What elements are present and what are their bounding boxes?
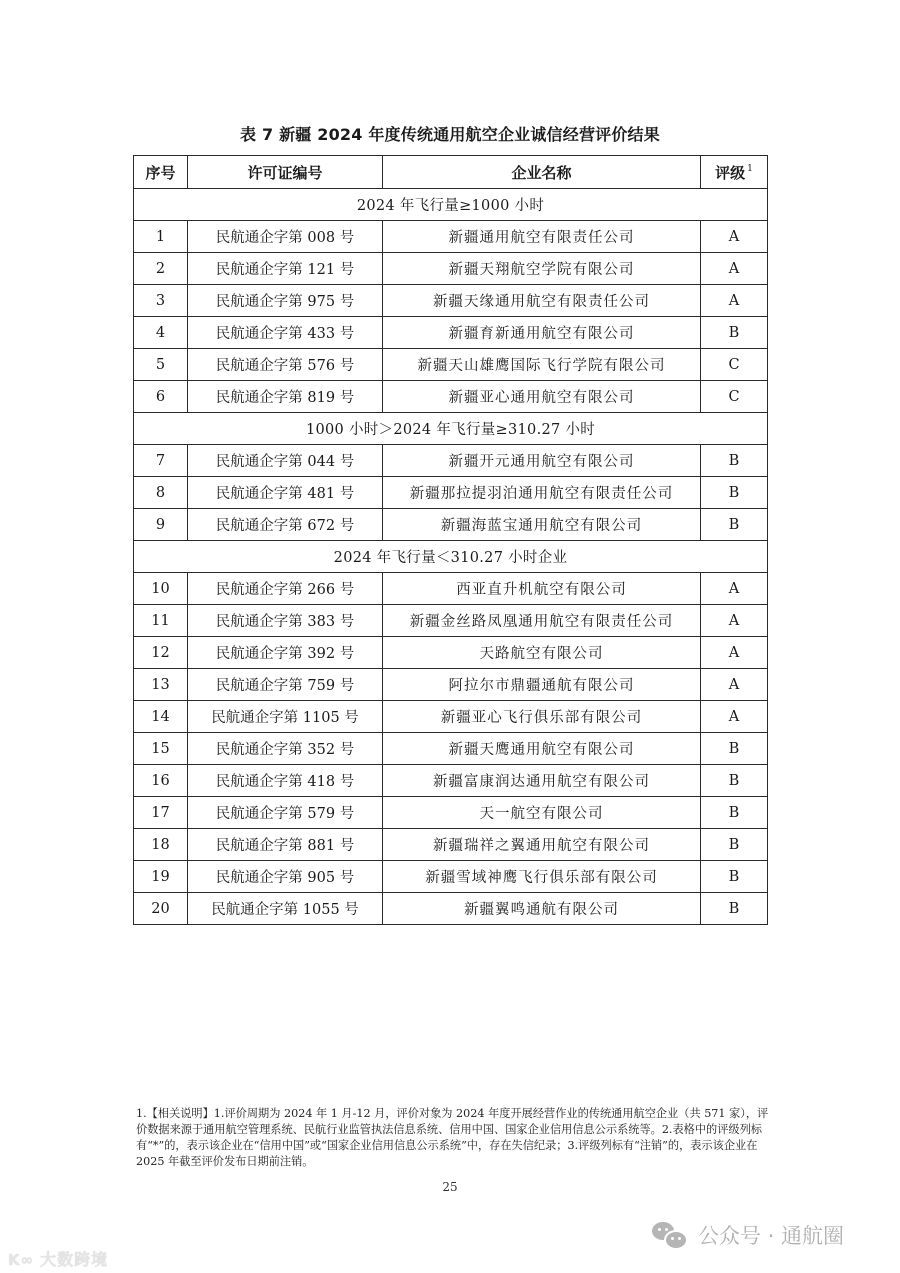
cell-license: 民航通企字第 881 号	[188, 829, 383, 861]
cell-license: 民航通企字第 433 号	[188, 317, 383, 349]
cell-index: 2	[134, 253, 188, 285]
cell-rating: A	[701, 605, 768, 637]
brand-logo-icon: K∞	[8, 1251, 35, 1269]
cell-rating: A	[701, 669, 768, 701]
cell-company: 新疆天翔航空学院有限公司	[383, 253, 701, 285]
cell-index: 9	[134, 509, 188, 541]
cell-company: 新疆天鹰通用航空有限公司	[383, 733, 701, 765]
cell-index: 20	[134, 893, 188, 925]
cell-index: 7	[134, 445, 188, 477]
cell-license: 民航通企字第 819 号	[188, 381, 383, 413]
watermark-right	[652, 1220, 844, 1250]
section-label: 1000 小时＞2024 年飞行量≥310.27 小时	[134, 413, 768, 445]
cell-index: 8	[134, 477, 188, 509]
cell-license: 民航通企字第 975 号	[188, 285, 383, 317]
cell-company: 新疆亚心通用航空有限公司	[383, 381, 701, 413]
table-row	[134, 701, 768, 733]
table-row	[134, 221, 768, 253]
table-row	[134, 381, 768, 413]
cell-rating: A	[701, 573, 768, 605]
page-number: 25	[442, 1180, 458, 1194]
cell-license: 民航通企字第 044 号	[188, 445, 383, 477]
cell-rating: B	[701, 509, 768, 541]
table-row	[134, 797, 768, 829]
cell-index: 5	[134, 349, 188, 381]
cell-license: 民航通企字第 392 号	[188, 637, 383, 669]
cell-license: 民航通企字第 008 号	[188, 221, 383, 253]
table-row	[134, 669, 768, 701]
cell-rating: A	[701, 701, 768, 733]
cell-index: 16	[134, 765, 188, 797]
cell-index: 19	[134, 861, 188, 893]
cell-rating: B	[701, 317, 768, 349]
table-row	[134, 733, 768, 765]
cell-license: 民航通企字第 576 号	[188, 349, 383, 381]
cell-rating: A	[701, 253, 768, 285]
cell-index: 17	[134, 797, 188, 829]
table-row	[134, 317, 768, 349]
table-row	[134, 573, 768, 605]
table-row	[134, 445, 768, 477]
table-row	[134, 477, 768, 509]
cell-index: 1	[134, 221, 188, 253]
section-row	[134, 413, 768, 445]
table-row	[134, 349, 768, 381]
cell-license: 民航通企字第 905 号	[188, 861, 383, 893]
cell-license: 民航通企字第 352 号	[188, 733, 383, 765]
table-row	[134, 637, 768, 669]
cell-company: 阿拉尔市鼎疆通航有限公司	[383, 669, 701, 701]
watermark-right-text: 公众号 · 通航圈	[698, 1224, 845, 1248]
table-row	[134, 509, 768, 541]
table-row	[134, 861, 768, 893]
cell-license: 民航通企字第 579 号	[188, 797, 383, 829]
cell-license: 民航通企字第 759 号	[188, 669, 383, 701]
cell-index: 13	[134, 669, 188, 701]
cell-company: 新疆亚心飞行俱乐部有限公司	[383, 701, 701, 733]
table-row	[134, 829, 768, 861]
cell-license: 民航通企字第 481 号	[188, 477, 383, 509]
cell-rating: B	[701, 477, 768, 509]
cell-index: 14	[134, 701, 188, 733]
cell-company: 新疆金丝路凤凰通用航空有限责任公司	[383, 605, 701, 637]
cell-rating: C	[701, 381, 768, 413]
table-row	[134, 253, 768, 285]
rating-table	[133, 155, 768, 925]
cell-rating: B	[701, 765, 768, 797]
table-header-row	[134, 156, 768, 189]
cell-company: 新疆翼鸣通航有限公司	[383, 893, 701, 925]
cell-company: 新疆育新通用航空有限公司	[383, 317, 701, 349]
cell-company: 新疆富康润达通用航空有限公司	[383, 765, 701, 797]
header-rating: 评级 $^1$	[701, 156, 768, 189]
header-license: 许可证编号	[188, 156, 383, 189]
footnote-mark: 1	[747, 163, 753, 174]
cell-company: 天路航空有限公司	[383, 637, 701, 669]
cell-index: 4	[134, 317, 188, 349]
table-title: 表 7 新疆 2024 年度传统通用航空企业诚信经营评价结果	[240, 125, 660, 144]
cell-company: 新疆天缘通用航空有限责任公司	[383, 285, 701, 317]
cell-company: 新疆天山雄鹰国际飞行学院有限公司	[383, 349, 701, 381]
wechat-icon	[652, 1220, 688, 1250]
header-index: 序号	[134, 156, 188, 189]
cell-rating: B	[701, 893, 768, 925]
cell-rating: A	[701, 221, 768, 253]
cell-license: 民航通企字第 121 号	[188, 253, 383, 285]
section-row	[134, 189, 768, 221]
watermark-left-text: 大数跨境	[40, 1250, 109, 1269]
cell-rating: B	[701, 733, 768, 765]
table-row	[134, 893, 768, 925]
cell-rating: B	[701, 861, 768, 893]
cell-rating: B	[701, 797, 768, 829]
header-company: 企业名称	[383, 156, 701, 189]
watermark-left	[8, 1247, 108, 1270]
section-label: 2024 年飞行量≥1000 小时	[134, 189, 768, 221]
cell-company: 西亚直升机航空有限公司	[383, 573, 701, 605]
table-row	[134, 285, 768, 317]
cell-index: 10	[134, 573, 188, 605]
section-label: 2024 年飞行量＜310.27 小时企业	[134, 541, 768, 573]
section-row	[134, 541, 768, 573]
cell-company: 新疆开元通用航空有限公司	[383, 445, 701, 477]
cell-company: 新疆海蓝宝通用航空有限公司	[383, 509, 701, 541]
cell-license: 民航通企字第 383 号	[188, 605, 383, 637]
table-row	[134, 605, 768, 637]
cell-rating: B	[701, 445, 768, 477]
cell-company: 新疆瑞祥之翼通用航空有限公司	[383, 829, 701, 861]
cell-company: 新疆通用航空有限责任公司	[383, 221, 701, 253]
cell-index: 3	[134, 285, 188, 317]
cell-rating: A	[701, 285, 768, 317]
table-row	[134, 765, 768, 797]
cell-index: 12	[134, 637, 188, 669]
cell-license: 民航通企字第 672 号	[188, 509, 383, 541]
cell-license: 民航通企字第 1105 号	[188, 701, 383, 733]
cell-company: 新疆雪域神鹰飞行俱乐部有限公司	[383, 861, 701, 893]
cell-company: 天一航空有限公司	[383, 797, 701, 829]
cell-license: 民航通企字第 266 号	[188, 573, 383, 605]
cell-rating: A	[701, 637, 768, 669]
cell-rating: B	[701, 829, 768, 861]
cell-index: 18	[134, 829, 188, 861]
cell-license: 民航通企字第 418 号	[188, 765, 383, 797]
cell-index: 6	[134, 381, 188, 413]
cell-license: 民航通企字第 1055 号	[188, 893, 383, 925]
footnote: 1.【相关说明】1.评价周期为 2024 年 1 月-12 月，评价对象为 2024 年度开展经营作业的传统通用航空企业（共 571 家），评价数据来源于通用航空管理系统、民航行业监管执法信息系统、信用中国、国家企业信用信息公示系统等。2.表格中的评级列标有“*”的，表示该企业在“信用中国”或“国家企业信用信息公示系统”中，存在失信纪录；3.评级列标有“注销”的，表示该企业在 2025 年截至评价发布日期前注销。	[136, 1107, 769, 1168]
cell-company: 新疆那拉提羽泊通用航空有限责任公司	[383, 477, 701, 509]
cell-rating: C	[701, 349, 768, 381]
cell-index: 15	[134, 733, 188, 765]
cell-index: 11	[134, 605, 188, 637]
